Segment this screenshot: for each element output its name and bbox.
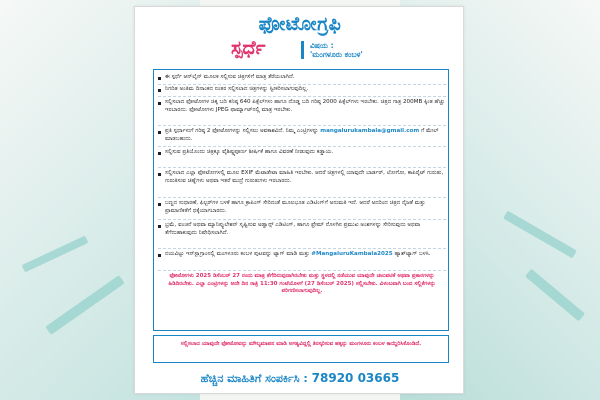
- divider: [158, 125, 446, 127]
- divider: [158, 146, 446, 148]
- rights-notice: ಸಲ್ಲಿಸಲಾದ ಯಾವುದೇ ಫೋಟೋವನ್ನು ಮೌಲ್ಯಮಾಪನ ಮಾಡಿ ಅಗತ್ಯವಿದ್ದಲ್ಲಿ ತಿರಸ್ಕರಿಸುವ ಹಕ್ಕನ್ನು ಮಂಗಳೂರು ಕಂಬಳ ಕಾಯ್ದಿರಿಸಿಕೊಂಡಿದೆ.: [153, 335, 449, 363]
- hashtag-suffix: ಹ್ಯಾಶ್‌ಟ್ಯಾಗ್ ಬಳಸಿ.: [394, 251, 431, 257]
- bullet-icon: [158, 225, 161, 228]
- email-suffix: ಗೆ ಮೇಲ್ ಮಾಡಬಹುದು.: [165, 128, 439, 142]
- bullet-icon: [158, 77, 161, 80]
- rule-text: ಬಣ್ಣದ ಸುಧಾರಣೆ, ಫಿಲ್ಟರ್‌ಗಳ ಬಳಕೆ ಹಾಗೂ ಕ್ರಾಪಿಂಗ್ ಸೇರಿದಂತೆ ಮೂಲಭೂತ ಎಡಿಟಿಂಗ್‌ಗೆ ಅನುಮತಿ ಇದೆ. ಆದರೆ ಅದರಿಂದ ಚಿತ್ರದ ನೈಜತೆ ಮತ್ತು ಪ್ರಾಮಾಣಿಕತೆಗೆ ಧಕ್ಕೆಯಾಗಬಾರದು.: [165, 200, 426, 214]
- rule-text: ಸಲ್ಲಿಸುವ ಪ್ರತಿಯೊಂದು ಚಿತ್ರಕ್ಕೂ ವೈಶಿಷ್ಟ್ಯಪೂರ್ಣ ಶೀರ್ಷಿಕೆ ಹಾಗೂ ವಿವರಣೆ ನೀಡುವುದು ಕಡ್ಡಾಯ.: [165, 149, 334, 155]
- rule-item: [157, 86, 447, 94]
- topic-value: 'ಮಂಗಳೂರು ಕಂಬಳ': [310, 50, 363, 59]
- poster-title: ಫೋಟೋಗ್ರಫಿ: [258, 13, 342, 35]
- divider: [158, 270, 446, 272]
- deadline-text: ಫೋಟೋಗಳು 2025 ಡಿಸೆಂಬರ್ 27 ರಂದು ಮಾತ್ರ ತೆಗೆದಿರುವುದಾಗಿರಬೇಕು ಮತ್ತು ಸ್ಥಳದಲ್ಲಿ ನಡೆಯುವ ಯಾವುದೇ ಚಟುವಟಿಕೆ ಅಥವಾ ಪ್ರಕಾರಗಳನ್ನು ಹಿಡಿದಿರಬೇಕು. ಎಲ್ಲಾ ಎಂಟ್ರಿಗಳನ್ನು ಅದೇ ದಿನ ರಾತ್ರಿ 11:30 ಗಂಟೆಯೊಳಗೆ (27 ಡಿಸೆಂಬರ್ 2025) ಸಲ್ಲಿಸಬೇಕು. ವಿಳಂಬವಾಗಿ ಬಂದ ಸಲ್ಲಿಕೆಗಳನ್ನು ಪರಿಗಣಿಸಲಾಗುವುದಿಲ್ಲ.: [168, 273, 436, 295]
- bullet-icon: [158, 152, 161, 155]
- divider: [158, 219, 446, 221]
- rule-text: ಪ್ರತಿ ಸ್ಪರ್ಧಾಳುಗೆ ಗರಿಷ್ಠ 2 ಫೋಟೋಗಳನ್ನು ಸಲ್ಲಿಸಲು ಅವಕಾಶವಿದೆ. ನಿಮ್ಮ ಎಂಟ್ರಿಗಳನ್ನು: [165, 128, 319, 134]
- rule-text: ಸಲ್ಲಿಸಲಾದ ಫೋಟೋಗಳ ಚಿಕ್ಕ ಬದಿ ಕನಿಷ್ಠ 640 ಪಿಕ್ಸೆಲ್‌ಗಳು ಹಾಗೂ ದೊಡ್ಡ ಬದಿ ಗರಿಷ್ಠ 2000 ಪಿಕ್ಸೆಲ್‌ಗಳು ಇರಬೇಕು. ಚಿತ್ರದ ಗಾತ್ರ 200MB ಕ್ಕಿಂತ ಹೆಚ್ಚು ಇರಬಾರದು. ಫೋಟೋಗಳು JPEG ಫಾರ್ಮ್ಯಾಟ್‌ನಲ್ಲಿ ಮಾತ್ರ ಇರಬೇಕು.: [165, 99, 445, 113]
- rule-item: [157, 99, 447, 114]
- hashtag-link[interactable]: #MangaluruKambala2025: [311, 251, 393, 257]
- rule-item: [157, 170, 447, 185]
- contact-label: ಹೆಚ್ಚಿನ ಮಾಹಿತಿಗೆ ಸಂಪರ್ಕಿಸಿ :: [200, 372, 308, 385]
- rules-box: [153, 69, 449, 331]
- contact-phone[interactable]: 78920 03665: [311, 371, 400, 385]
- rule-item: [157, 251, 447, 259]
- rule-text: ಸಲ್ಲಿಸಲಾದ ಎಲ್ಲಾ ಫೋಟೋಗಳಲ್ಲಿ ಮೂಲ EXIF ಮೆಟಾಡೇಟಾ ಮಾಹಿತಿ ಇರಬೇಕು. ಆದರೆ ಚಿತ್ರಗಳಲ್ಲಿ ಯಾವುದೇ ಬಾರ್ಡರ್, ಲೋಗೋ, ಕಾಪಿರೈಟ್ ಗುರುತು, ಗುರುತಿಸುವ ಚಿಹ್ನೆಗಳು ಅಥವಾ ಇತರೆ ಮುದ್ರೆ ಗುರುತುಗಳು ಇರಬಾರದು.: [165, 170, 444, 184]
- rule-item: [157, 200, 447, 215]
- bullet-icon: [158, 173, 161, 176]
- rule-item: [157, 128, 447, 143]
- topic-box: [301, 41, 363, 59]
- rule-item: [157, 74, 447, 82]
- rule-item: [157, 149, 447, 157]
- rule-item: [157, 222, 447, 237]
- bullet-icon: [158, 89, 161, 92]
- divider: [158, 167, 446, 169]
- divider: [158, 248, 446, 250]
- bullet-icon: [158, 102, 161, 105]
- topic-label: ವಿಷಯ :: [310, 41, 334, 50]
- poster-header: [135, 13, 465, 65]
- poster-card: [134, 6, 464, 394]
- rule-text: ನಿಗದಿತ ಅಂತಿಮ ದಿನಾಂಕದ ನಂತರ ಸಲ್ಲಿಸಲಾದ ಚಿತ್ರಗಳನ್ನು ಸ್ವೀಕರಿಸಲಾಗುವುದಿಲ್ಲ.: [165, 86, 309, 92]
- bullet-icon: [158, 254, 161, 257]
- poster-subtitle: ಸ್ಪರ್ಧೆ: [231, 37, 266, 59]
- rule-text: ಭ್ರಮೆ, ವಂಚನೆ ಅಥವಾ ಮ್ಯಾನಿಪ್ಯುಲೇಶನ್ ಸೃಷ್ಟಿಸುವ ಅಡ್ವಾನ್ಸ್ ಎಡಿಟಿಂಗ್, ಹಾಗೂ ಫ್ರೇಮ್ ನೊಳಗಿನ ಪ್ರಮುಖ ಅಂಶಗಳನ್ನು ಸೇರಿಸುವುದು ಅಥವಾ ತೆಗೆದುಹಾಕುವುದು ನಿಷೇಧಿಸಲಾಗಿದೆ.: [165, 222, 421, 236]
- divider: [158, 197, 446, 199]
- bullet-icon: [158, 203, 161, 206]
- rule-text: ದಯವಿಟ್ಟು ಇನ್‌ಸ್ಟಾಗ್ರಾಂನಲ್ಲಿ ಮಂಗಳೂರು ಕಂಬಳ ಪುಟವನ್ನು ಟ್ಯಾಗ್ ಮಾಡಿ ಮತ್ತು: [165, 251, 310, 257]
- email-link[interactable]: mangalurukambala@gmail.com: [320, 128, 420, 134]
- bullet-icon: [158, 131, 161, 134]
- divider: [158, 96, 446, 98]
- rule-text: ಈ ಸ್ಪರ್ಧೆ ಆನ್‌ಲೈನ್ ಮೂಲಕ ಸಲ್ಲಿಸುವ ಚಿತ್ರಗಳಿಗೆ ಮಾತ್ರ ತೆರೆಯಲಾಗಿದೆ.: [165, 74, 295, 80]
- contact-line: [135, 371, 465, 386]
